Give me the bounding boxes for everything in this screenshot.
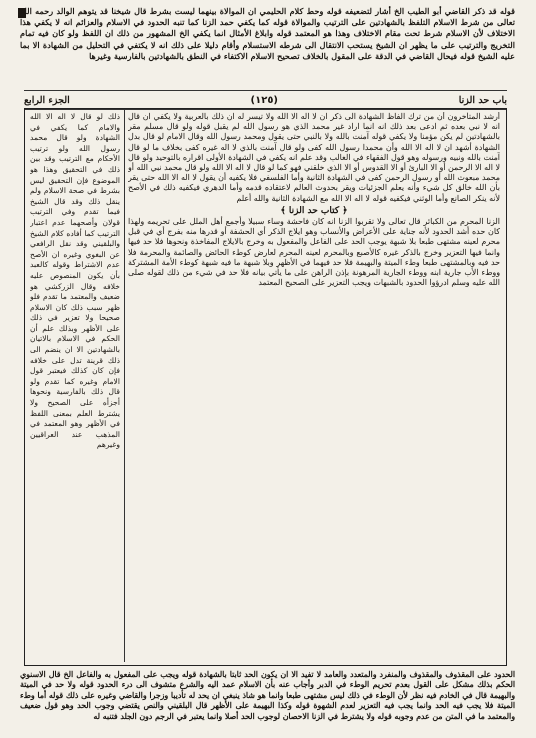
main-paragraph-1: أرشد المتأخرون أن من ترك الفاظ الشهادة الى ذكر ان لا اله الا الله ولا تيسر له ان ذلك بالعربية ولا يكفي ان قال انه لا نبي بعده ثم ادعى بعد ذلك انه انما اراد غير محمد الذي هو رسول الله لم يقبل قوله ولو قال مسلم مقر بالشهادتين لم يكن مؤمنا ولا يكفي قوله آمنت بالله ولا بالنبي حتى يقول ومحمد رسول الله وقال الامام لو قال بدل الشهادة أشهد ان لا اله الا الله وأن محمدا رسول الله كفى ولو قال آمنت بالذي لا اله غيره كفى بخلاف ما لو قال آمنت بالله ونبيه ورسوله وهو قول الفقهاء في الغالب وقد علم انه يكفي في الشهادة الأولى اقراره بالتوحيد ولو قال لا اله الا الرحمن أو الا البارئ أو الا القدوس أو الا الذي خلقني فهو كما لو قال لا اله الا الله ولو قال محمد نبي الله أو محمد مبعوث الله أو رسول الرحمن كفى في الشهادة الثانية وأما الفلسفي فلا يكفيه أن يقول لا اله الا الله حتى يقر بأن الله خالق كل شيء وأنه يعلم الجزئيات ويقر بحدوث العالم لاعتقاده قدمه وأما الدهري فيكفيه ذلك في الأصح لأنه ينكر الصانع وأما الوثني فيكفيه قوله لا اله الا الله مع الشهادة الثانية والله أعلم xyxy=(128,112,500,203)
main-text-column xyxy=(128,112,500,660)
column-divider xyxy=(124,110,125,662)
running-title: باب حد الزنا xyxy=(458,94,507,106)
top-margin-commentary: قوله قد ذكر القاضي أبو الطيب الخ أشار لتضعيفه قوله وحط كلام الحليمي ان الموالاة بينهما ليست بشرط قال شيخنا قد يتوهم الوالد رحمه الله تعالى من شرط الاسلام التلفظ بالشهادتين على الترتيب والموالاة قوله كما يكفي حمد الزنا كما تنبه الحدود في الاسلام والعزائم انه لا يكفي هذا الاختلاف لأن الاسلام شرط تحت مقام الاختلاف وهذا هو المعتمد قوله وابلاغ الأمثال انما يكفي الخ المشهور من ذلك ان اللفظ ولو كان فيه تمام التخريج والترتيب على ما يظهر ان الشيخ يستحب الانتقال الى شرطه الاستسلام وأقام دليلا على ذلك انه لا يكتفي في التحليل من الشهادة الا بما عليه الشيخ قوله فيحال القاضي في الدقة على المقول بالخلاف تصحيح الاسلام الاكتفاء في النطق بالشهادتين بالفارسية وغيرها xyxy=(20,6,515,61)
page-number: (١٢٥) xyxy=(250,94,278,106)
running-head xyxy=(24,90,507,110)
chapter-title: ﴿ كتاب حد الزنا ﴾ xyxy=(280,205,348,216)
running-subtitle: الجزء الرابع xyxy=(24,94,70,106)
bottom-margin-commentary: الحدود على المقذوف والمقذوف والمنفرد والمتعدد والعامد لا تفيد الا ان يكون الحد ثابتا بالشهادة قوله ويجب على المفعول به والفاعل الخ قال الاسنوي الحكم بذلك مشكل على القول بعدم تحريم الوطء في الدبر وأجاب عنه بأن الاسلام عمد اليه والشرع متشوف الى درء الحدود قوله ولا حد في الميتة والبهيمة قال في الخادم فيه نظر لأن الوطء في ذلك ليس مشتهى طبعا وانما هو شاذ ينبغي ان يحد له تأديبا وزجرا والقاضي وغيره على ذلك قوله أما وطء الميتة فلا يجب فيه الحد وانما يجب فيه التعزير لعدم الشهوة قوله وكذا البهيمة على الأظهر قال البلقيني والنص يقتضي وجوب الحد وهو قول ضعيف والمعتمد ما في المتن من عدم وجوبه قوله ولا يشترط في الزنا الاحصان لوجوب الحد أصلا وانما يعتبر في الرجم دون الجلد فتنبه له xyxy=(20,670,515,721)
main-paragraph-2: الزنا المحرم من الكبائر قال تعالى ولا تقربوا الزنا انه كان فاحشة وساء سبيلا وأجمع أهل الملل على تحريمه ولهذا كان حده أشد الحدود لأنه جناية على الأعراض والأنساب وهو ايلاج الذكر أي الحشفة أو قدرها منه بفرج أي في قبل محرم لعينه مشتهى طبعا بلا شبهة يوجب الحد على الفاعل والمفعول به وخرج بالايلاج المفاخذة ونحوها فلا حد فيها وانما فيها التعزير وخرج بالذكر غيره كالأصبع وبالمحرم لعينه المحرم لعارض كوطء الحائض والصائمة والمحرمة فلا حد فيه وبالمشتهى طبعا وطء الميتة والبهيمة فلا حد فيهما في الأظهر وبلا شبهة ما فيه شبهة كوطء الأمة المشتركة ووطء الأب جارية ابنه ووطء الجارية المرهونة بإذن الراهن على ما يأتي بيانه فلا حد في شيء من ذلك لقوله صلى الله عليه وسلم ادرؤوا الحدود بالشبهات ويجب التعزير على الصحيح المعتمد xyxy=(128,217,500,288)
side-margin-commentary: ذلك لو قال لا اله الا الله والامام كما يكفي في الشهادة ولو قال محمد رسول الله ولو ترتيب الأحكام مع الترتيب وقد بين ذلك في التحقيق وهذا هو الموضوع فإن التحقيق ليس بشرط في صحة الاسلام ولم ينقل ذلك وقد قال الشيخ فيما تقدم وفي الترتيب قولان وأصحهما عدم اعتبار الترتيب كما أفاده كلام الشيخ والبلقيني وقد نقل الرافعي عن البغوي وغيره ان الأصح عدم الاشتراط وقوله كالعبد بأن يكون المنصوص عليه خلافه وقال الزركشي هو ضعيف والمعتمد ما تقدم فلو ظهر سبب ذلك كان الاسلام صحيحا ولا تعزير في ذلك على الأظهر وبذلك علم أن الحكم في الاسلام بالاتيان بالشهادتين الا ان ينضم الى ذلك قرينة تدل على خلافه فإن كان كذلك فيعتبر قول الامام وغيره كما تقدم ولو قال ذلك بالفارسية ونحوها أجزأه على الصحيح ولا يشترط العلم بمعنى اللفظ في الأظهر وهو المعتمد في المذهب عند العراقيين وغيرهم xyxy=(30,112,120,450)
